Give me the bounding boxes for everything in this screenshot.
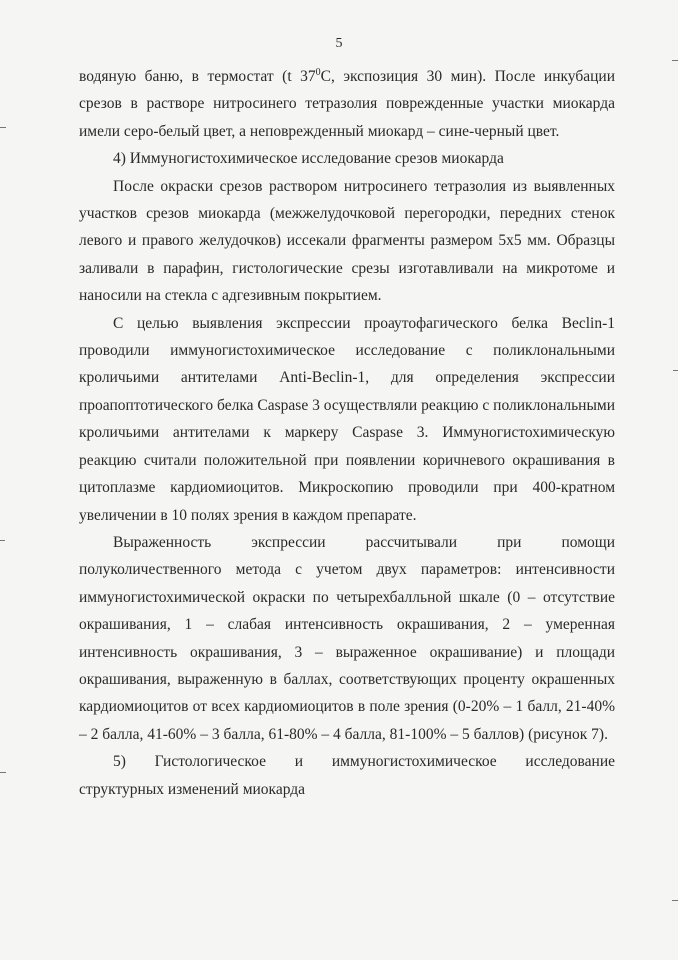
- section-heading-4: 4) Иммуногистохимическое исследование срезов миокарда: [113, 150, 504, 168]
- document-body: [79, 63, 615, 803]
- scan-mark: [0, 540, 5, 541]
- scan-mark: [673, 370, 678, 371]
- section-heading-5-continued: структурных изменений миокарда: [79, 780, 306, 798]
- scan-mark: [0, 772, 6, 773]
- page-number: 5: [335, 36, 343, 51]
- scan-mark: [672, 60, 678, 61]
- scan-mark: [672, 900, 678, 901]
- paragraph-beclin-caspase: С целью выявления экспрессии проаутофагического белка Beclin-1 проводили иммуногистохимическое исследование с поликлональными кроличьими антителами Anti-Beclin-1, для определения экспрессии проапоптотического белка Caspase 3 осуществляли реакцию с поликлональными кроличьими антителами к маркеру Caspase 3. Иммуногистохимическую реакцию считали положительной при появлении коричневого окрашивания в цитоплазме кардиомиоцитов. Микроскопию проводили при 400-кратном увеличении в 10 полях зрения в каждом препарате.: [79, 314, 615, 524]
- section-heading-5: 5) Гистологическое и иммуногистохимическое исследование: [113, 753, 615, 771]
- paragraph-incubation: водяную баню, в термостат (t $37^0С$, экспозиция 30 мин). После инкубации срезов в растворе нитросинего тетразолия поврежденные участки миокарда имели серо-белый цвет, а неповрежденный миокард – сине-черный цвет.: [79, 66, 615, 140]
- scan-mark: [0, 127, 6, 128]
- paragraph-expression-scoring: Выраженность экспрессии рассчитывали при помощи полуколичественного метода с учетом двух параметров: интенсивности иммуногистохимической окраски по четырехбалльной шкале (0 – отсутствие окрашивания, 1 – слабая интенсивность окрашивания, 2 – умеренная интенсивность окрашивания, 3 – выраженное окрашивание) и площади окрашивания, выраженную в баллах, соответствующих проценту окрашенных кардиомиоцитов от всех кардиомиоцитов в поле зрения (0-20% – 1 балл, 21-40% – 2 балла, 41-60% – 3 балла, 61-80% – 4 балла, 81-100% – 5 баллов) (рисунок 7).: [79, 533, 615, 743]
- paragraph-sample-preparation: После окраски срезов раствором нитросинего тетразолия из выявленных участков срезов миокарда (межжелудочковой перегородки, передних стенок левого и правого желудочков) иссекали фрагменты размером 5х5 мм. Образцы заливали в парафин, гистологические срезы изготавливали на микротоме и наносили на стекла с адгезивным покрытием.: [79, 177, 615, 305]
